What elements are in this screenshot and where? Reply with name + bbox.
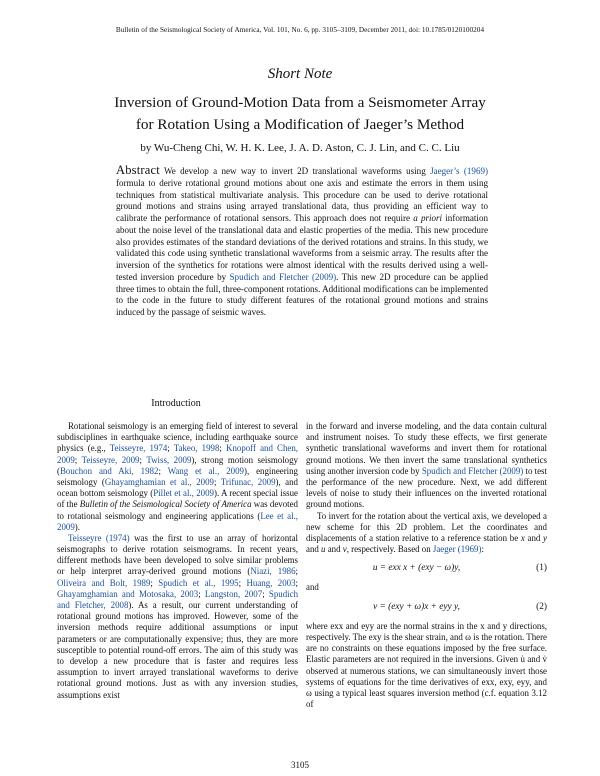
separator: ; [150,577,159,588]
math-variable: x [520,532,525,543]
citation-link[interactable]: Jaeger’s (1969) [430,166,488,176]
separator: ; [167,443,174,454]
citation-link[interactable]: Ghayamghamian and Motosaka, 2003 [57,588,199,599]
paragraph-text: was the first to use an array of horizontal seismographs to derive rotation seismograms. In recent years, different methods have been developed to solve similar problems or help interpret array-derived ground motions ( [57,532,298,577]
paragraph: where exx and eyy are the normal strains in the x and y directions, respectively. The exy is the shear strain, and ω is the rotation. There are no constraints on these equations imposed by the free surface. Elastic parameters are not required in the inversions. Given u̇ and v̇ observed at numerous stations, we can simultaneously invert those systems of equations for the time derivatives of exx, exy, eyy, and ω using a typical least squares inversion method (c.f. equation 3.12 of [306,620,547,710]
citation-link[interactable]: Teisseyre, 2009 [81,454,140,465]
paragraph-text: was devoted to rotational seismology and engineering applications ( [57,499,298,521]
equation-2 [306,602,547,613]
page-number: 3105 [291,760,309,770]
journal-header: Bulletin of the Seismological Society of America, Vol. 101, No. 6, pp. 3105–3109, December 2011, doi: 10.1785/0120100204 [115,26,485,34]
article-title [60,92,540,136]
paragraph-text: , respectively. Based on [346,544,433,555]
paragraph-text: in the forward and inverse modeling, and the data contain cultural and instrument noises. To study these effects, we first generate synthetic translational waveforms and invert them for rotational ground motions. We then invert the same translational synthetics using another inversion code by [306,421,547,476]
left-column [57,421,298,701]
abstract-label: Abstract [116,163,160,177]
abstract-emphasis: a priori [413,213,443,223]
citation-link[interactable]: Jaeger (1969) [432,544,482,555]
section-heading-introduction: Introduction [151,398,201,409]
author-list: by Wu-Cheng Chi, W. H. K. Lee, J. A. D. Aston, C. J. Lin, and C. C. Liu [140,142,460,154]
paragraph-text: and [325,544,343,555]
title-line-2: for Rotation Using a Modification of Jaeger’s Method [135,116,465,133]
paragraph-text: and [306,544,322,555]
separator: ; [214,476,221,487]
equation-number: (2) [536,601,547,612]
abstract [116,165,488,319]
paragraph [57,533,298,701]
paragraph-text: ), and ocean bottom seismology ( [57,476,298,499]
title-line-1: Inversion of Ground-Motion Data from a Seismometer Array [114,94,486,111]
article-type: Short Note [267,66,333,82]
citation-link[interactable]: Trifunac, 2009 [220,476,276,487]
paragraph-text: ), engineering seismology ( [57,465,298,487]
citation-link[interactable]: Huang, 2003 [246,577,296,588]
equation-number: (1) [536,563,547,574]
paragraph [57,421,298,533]
citation-link[interactable]: Spudich et al., 1995 [158,577,239,588]
paragraph-text: ). [74,521,80,532]
citation-link[interactable]: Langston, 2007 [204,588,263,599]
citation-link[interactable]: Spudich and Fletcher (2009) [229,271,337,282]
citation-link[interactable]: Bouchon and Aki, 1982 [59,465,159,476]
equation-body: v = (exy + ω)x + eyy y, [373,601,460,612]
separator: ; [238,577,247,588]
math-variable: y [543,532,547,543]
paragraph-text: ). As a result, our current understanding of rotational ground motions has improved. However, some of the inversion methods require additional assumptions or input parameters or are computationally expensive; thus, they are more susceptible to potential round-off errors. The aim of this study was to develop a new procedure that is faster and requires less assumption to invert arrayed translational waveforms to derive rotational ground motions. Just as with any inversion studies, assumptions exist [57,600,298,700]
abstract-text: formula to derive rotational ground motions about one axis and estimate the errors in them using techniques from statistical multivariate analysis. This procedure can be used to derive rotational ground motions and strains using arrayed translational data, thus providing an efficient way to calibrate the performance of rotational sensors. This approach does not require [116,177,488,223]
paragraph-text: To invert for the rotation about the vertical axis, we developed a new scheme for this 2D problem. Let the coordinates and displacements of a station relative to a reference station be [306,510,547,543]
equation-body: u = exx x + (exy − ω)y, [372,563,461,574]
separator: ; [74,454,82,465]
citation-link[interactable]: Niazi, 1986 [250,566,296,577]
citation-link[interactable]: Ghayamghamian et al., 2009 [104,476,214,487]
paragraph [306,421,547,511]
separator: ; [198,588,205,599]
separator: ; [219,443,227,454]
paragraph-text: ). A recent special issue of the [57,488,298,510]
math-variable: v [342,544,347,555]
separator: ; [295,577,299,588]
separator: ; [295,566,298,577]
paragraph-text: Rotational seismology is an emerging field of interest to several subdisciplines in earthquake science, including earthquake source physics (e.g., [57,421,298,454]
right-column [306,421,547,710]
paragraph-text: to test the performance of the new procedure. Next, we add different levels of noise to study their influences on the inverted rotational ground motions. [306,465,547,510]
citation-link[interactable]: Twiss, 2009 [146,454,192,465]
separator: ; [139,454,147,465]
separator: ; [158,465,168,476]
paragraph [306,511,547,556]
paragraph: and [306,582,319,593]
citation-link[interactable]: Pillet et al., 2009 [153,488,214,499]
citation-link[interactable]: Knopoff and Chen, 2009 [57,443,299,465]
citation-link[interactable]: Spudich and Fletcher (2009) [421,465,524,476]
paragraph-text: : [481,544,484,555]
citation-link[interactable]: Lee et al., 2009 [57,510,298,532]
abstract-text: . This new 2D procedure can be applied three times to obtain the full, three-component rotations. Additional modifications can be implemented to the code in the future to study different features of the rotational ground motions and strains induced by the passage of seismic waves. [116,271,489,317]
abstract-text: We develop a new way to invert 2D translational waveforms using [163,166,431,176]
abstract-text: information about the noise level of the translational data and elastic properties of the media. This new procedure also provides estimates of the standard deviations of the derived rotations and strains. In this study, we validated this code using synthetic translational waveforms from a seismic array. The results after the inversion of the synthetics for rotations were almost identical with the results derived using a well-tested inversion procedure by [116,213,488,282]
paragraph-text: ), strong motion seismology ( [57,454,298,476]
citation-link[interactable]: Teisseyre (1974) [68,532,130,543]
citation-link[interactable]: Wang et al., 2009 [167,465,244,476]
citation-link[interactable]: Teisseyre, 1974 [109,443,168,454]
math-variable: u [321,544,326,555]
citation-link[interactable]: Spudich and Fletcher, 2008 [57,588,299,610]
separator: ; [262,588,269,599]
citation-link[interactable]: Oliveira and Bolt, 1989 [57,577,151,588]
journal-name: Bulletin of the Seismological Society of America [79,499,252,510]
equation-1 [306,563,547,574]
paragraph-text: and [524,532,544,543]
citation-link[interactable]: Takeo, 1998 [173,443,220,454]
